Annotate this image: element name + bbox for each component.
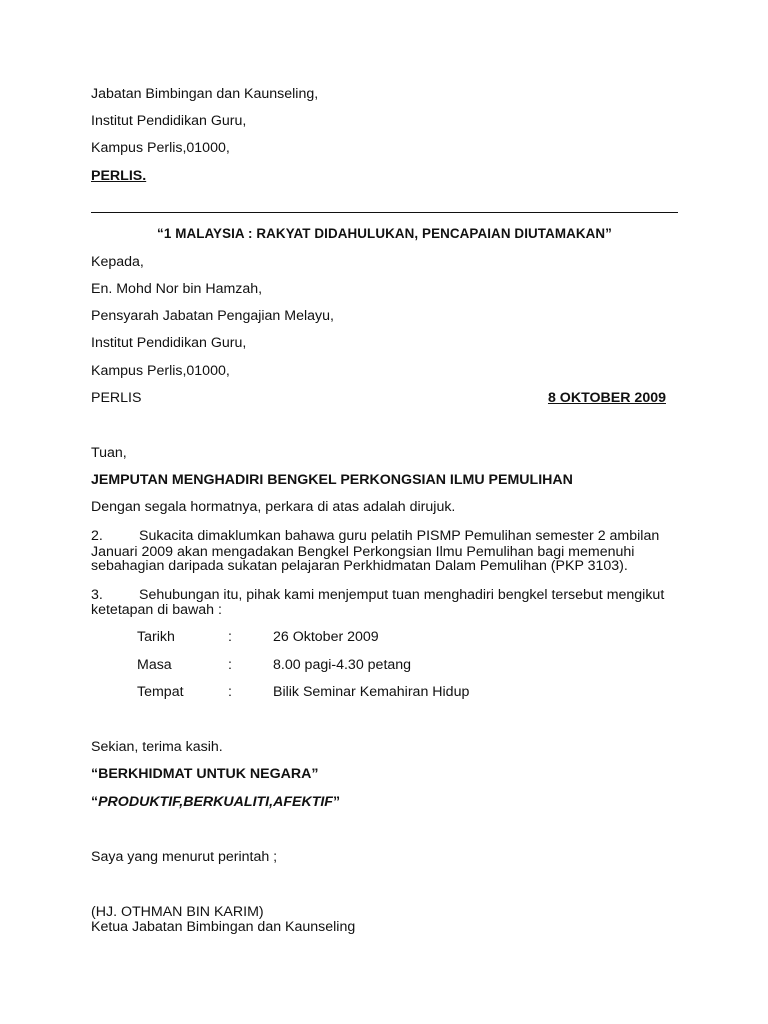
letter-date: 8 OKTOBER 2009 <box>547 390 666 406</box>
para2-line-3: sebahagian daripada sukatan pelajaran Perkhidmatan Dalam Pemulihan (PKP 3103). <box>91 558 628 574</box>
detail-separator: : <box>228 629 232 645</box>
detail-label: Tarikh <box>137 629 175 645</box>
detail-label: Masa <box>137 657 172 673</box>
signatory-name: (HJ. OTHMAN BIN KARIM) <box>91 904 264 920</box>
detail-value: 26 Oktober 2009 <box>273 629 379 645</box>
detail-value: Bilik Seminar Kemahiran Hidup <box>273 684 470 700</box>
subject: JEMPUTAN MENGHADIRI BENGKEL PERKONGSIAN ILMU PEMULIHAN <box>91 472 573 488</box>
motto-open-quote: “ <box>91 794 99 810</box>
para3-line-2: ketetapan di bawah : <box>91 602 222 618</box>
signatory-title: Ketua Jabatan Bimbingan dan Kaunseling <box>91 919 356 935</box>
header-divider <box>91 212 678 213</box>
para2-number: 2. <box>91 528 103 544</box>
intro-paragraph: Dengan segala hormatnya, perkara di atas adalah dirujuk. <box>91 499 456 515</box>
motto-text: PRODUKTIF,BERKUALITI,AFEKTIF <box>98 794 333 810</box>
recipient-kepada: Kepada, <box>91 254 144 270</box>
sender-line-1: Jabatan Bimbingan dan Kaunseling, <box>91 86 319 102</box>
motto-berkhidmat: “BERKHIDMAT UNTUK NEGARA” <box>91 766 319 782</box>
para2-line-1: Sukacita dimaklumkan bahawa guru pelatih PISMP Pemulihan semester 2 ambilan <box>139 528 660 544</box>
sender-state: PERLIS. <box>91 168 147 184</box>
para3-number: 3. <box>91 587 103 603</box>
recipient-position: Pensyarah Jabatan Pengajian Melayu, <box>91 308 334 324</box>
sender-line-2: Institut Pendidikan Guru, <box>91 113 247 129</box>
recipient-state: PERLIS <box>91 390 142 406</box>
closing: Sekian, terima kasih. <box>91 739 223 755</box>
motto-close-quote: ” <box>332 794 341 810</box>
detail-separator: : <box>228 657 232 673</box>
salutation: Tuan, <box>91 445 127 461</box>
detail-separator: : <box>228 684 232 700</box>
slogan: “1 MALAYSIA : RAKYAT DIDAHULUKAN, PENCAPAIAN DIUTAMAKAN” <box>157 226 612 241</box>
recipient-name: En. Mohd Nor bin Hamzah, <box>91 281 263 297</box>
recipient-campus: Kampus Perlis,01000, <box>91 363 230 379</box>
para2-line-2: Januari 2009 akan mengadakan Bengkel Perkongsian Ilmu Pemulihan bagi memenuhi <box>91 544 635 560</box>
recipient-institute: Institut Pendidikan Guru, <box>91 335 247 351</box>
obedient-line: Saya yang menurut perintah ; <box>91 849 278 865</box>
motto-produktif <box>91 794 340 810</box>
detail-value: 8.00 pagi-4.30 petang <box>273 657 412 673</box>
detail-label: Tempat <box>137 684 184 700</box>
para3-line-1: Sehubungan itu, pihak kami menjemput tuan menghadiri bengkel tersebut mengikut <box>139 587 665 603</box>
sender-line-3: Kampus Perlis,01000, <box>91 140 230 156</box>
